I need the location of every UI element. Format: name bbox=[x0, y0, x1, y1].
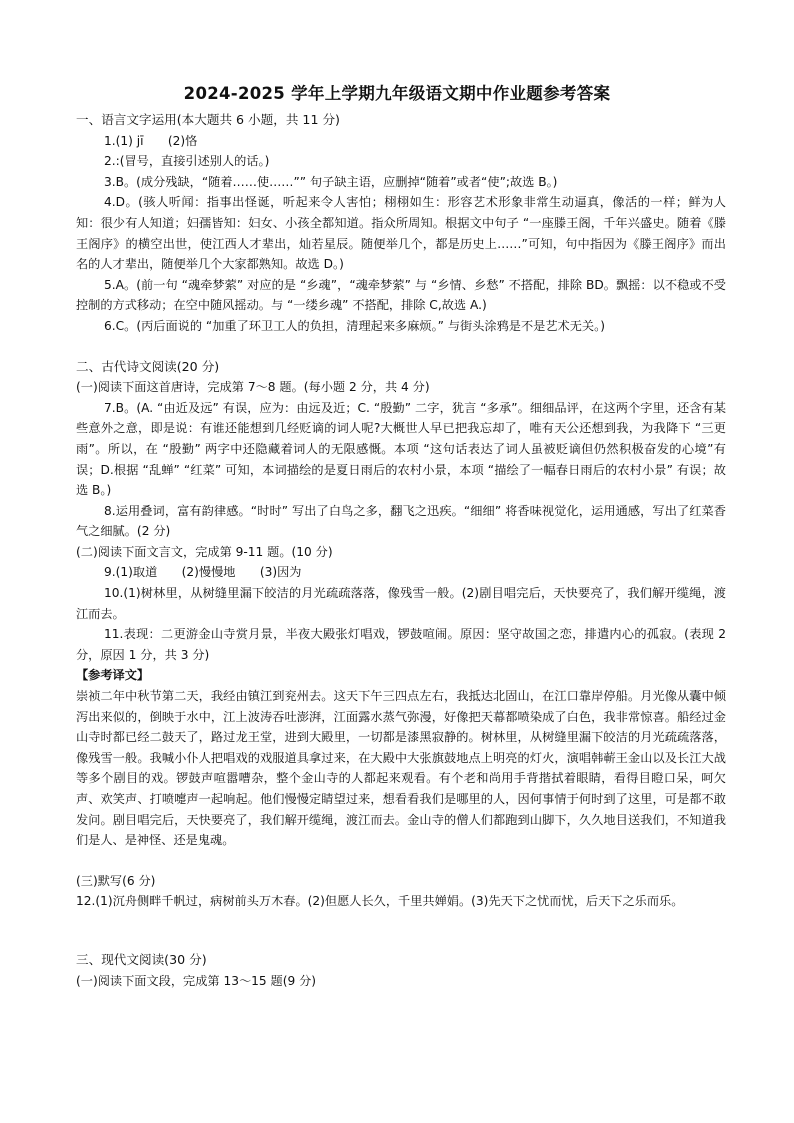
answer-8: 8.运用叠词，富有韵律感。“时时” 写出了白鸟之多，翻飞之迅疾。“细细” 将香味视觉化，运用通感，写出了红菜香气之细腻。(2 分) bbox=[76, 503, 726, 539]
answer-1: 1.(1) jī (2)恪 bbox=[104, 133, 198, 148]
answer-7: 7.B。(A. “由近及远” 有误，应为：由远及近；C. “殷勤” 二字，犹言 “多承”。细细品评，在这两个字里，还含有某些意外之意，即是说：有谁还能想到几经贬谪的词人呢?大概世人早已把我忘却了，唯有天公还想到我，为我降下 “三更雨”。所以，在 “殷勤” 两字中还隐藏着词人的无限感慨。本项 “这句话表达了词人虽被贬谪但仍然积极奋发的心境”有误；D.根据 “乱蝉” “红菜” 可知，本词描绘的是夏日雨后的农村小景，本项 “描绘了一幅春日雨后的农村小景” 有误；故选 B。) bbox=[76, 400, 726, 498]
answer-3: 3.B。(成分残缺，“随着……使……”” 句子缺主语，应删掉“随着”或者“使”;故选 B。) bbox=[104, 174, 558, 189]
answer-9: 9.(1)取道 (2)慢慢地 (3)因为 bbox=[104, 565, 302, 580]
answer-12: 12.(1)沉舟侧畔千帆过，病树前头万木春。(2)但愿人长久，千里共婵娟。(3)先天下之忧而忧，后天下之乐而乐。 bbox=[76, 894, 684, 909]
page-title: 2024-2025 学年上学期九年级语文期中作业题参考答案 bbox=[183, 84, 611, 103]
spacer bbox=[76, 337, 726, 357]
section3-sub1: (一)阅读下面文段，完成第 13～15 题(9 分) bbox=[76, 973, 317, 988]
section1-heading: 一、语言文字运用(本大题共 6 小题，共 11 分) bbox=[76, 112, 340, 127]
answer-4: 4.D。(骇人听闻：指事出怪诞，听起来令人害怕；栩栩如生：形容艺术形象非常生动逼真，像活的一样；鲜为人知：很少有人知道；妇孺皆知：妇女、小孩全都知道。指众所周知。根据文中句子 “一座滕王阁，千年兴盛史。随着《滕王阁序》的横空出世，使江西人才辈出，灿若星辰。随便举几个，都是历史上……”可知，句中指因为《滕王阁序》而出名的人才辈出，随便举几个大家都熟知。故选 D。) bbox=[76, 195, 726, 272]
section2-sub2: (二)阅读下面文言文，完成第 9-11 题。(10 分) bbox=[76, 544, 333, 559]
answer-6: 6.C。(丙后面说的 “加重了环卫工人的负担，清理起来多麻烦。” 与街头涂鸦是不是艺术无关。) bbox=[104, 318, 605, 333]
section2-sub3: (三)默写(6 分) bbox=[76, 873, 156, 888]
section2-heading: 二、古代诗文阅读(20 分) bbox=[76, 358, 220, 374]
section2-sub1: (一)阅读下面这首唐诗，完成第 7～8 题。(每小题 2 分，共 4 分) bbox=[76, 380, 430, 395]
answer-2: 2.:(冒号，直接引述别人的话。) bbox=[104, 154, 270, 169]
spacer bbox=[76, 912, 726, 950]
section3-heading: 三、现代文阅读(30 分) bbox=[76, 951, 207, 967]
spacer bbox=[76, 851, 726, 871]
reference-translation-text: 崇祯二年中秋节第二天，我经由镇江到兖州去。这天下午三四点左右，我抵达北固山，在江口靠岸停船。月光像从囊中倾泻出来似的，倒映于水中，江上波涛吞吐澎湃，江面露水蒸气弥漫，好像把天幕都喷染成了白色，我非常惊喜。船经过金山寺时都已经二鼓天了，路过龙王堂，进到大殿里，一切都是漆黑寂静的。树林里，从树缝里漏下皎洁的月光疏疏落落，像残雪一般。我喊小仆人把唱戏的戏服道具拿过来，在大殿中大张旗鼓地点上明亮的灯火，演唱韩蕲王金山以及长江大战等多个剧目的戏。锣鼓声喧嚣嘈杂，整个金山寺的人都起来观看。有个老和尚用手背揩拭着眼睛，看得目瞪口呆，呵欠声、欢笑声、打喷嚏声一起响起。他们慢慢定睛望过来，想看看我们是哪里的人，因何事情于何时到了这里，可是都不敢发问。剧目唱完后，天快要亮了，我们解开缆绳，渡江而去。金山寺的僧人们都跑到山脚下，久久地目送我们，不知道我们是人、是神怪、还是鬼魂。 bbox=[76, 689, 726, 848]
reference-translation-heading: 【参考译文】 bbox=[76, 668, 150, 683]
answer-5: 5.A。(前一句 “魂牵梦萦” 对应的是 “乡魂”，“魂牵梦萦” 与 “乡情、乡愁” 不搭配，排除 BD。飘摇：以不稳或不受控制的方式移动；在空中随风摇动。与 “一缕乡魂” 不搭配，排除 C,故选 A.) bbox=[76, 277, 726, 313]
answer-11: 11.表现：二更游金山寺赏月景，半夜大殿张灯唱戏，锣鼓喧闹。原因：坚守故国之恋，排遣内心的孤寂。(表现 2 分，原因 1 分，共 3 分) bbox=[76, 627, 726, 662]
answer-10: 10.(1)树林里，从树缝里漏下皎洁的月光疏疏落落，像残雪一般。(2)剧目唱完后，天快要亮了，我们解开缆绳，渡江而去。 bbox=[76, 586, 726, 621]
document-body bbox=[76, 110, 726, 991]
